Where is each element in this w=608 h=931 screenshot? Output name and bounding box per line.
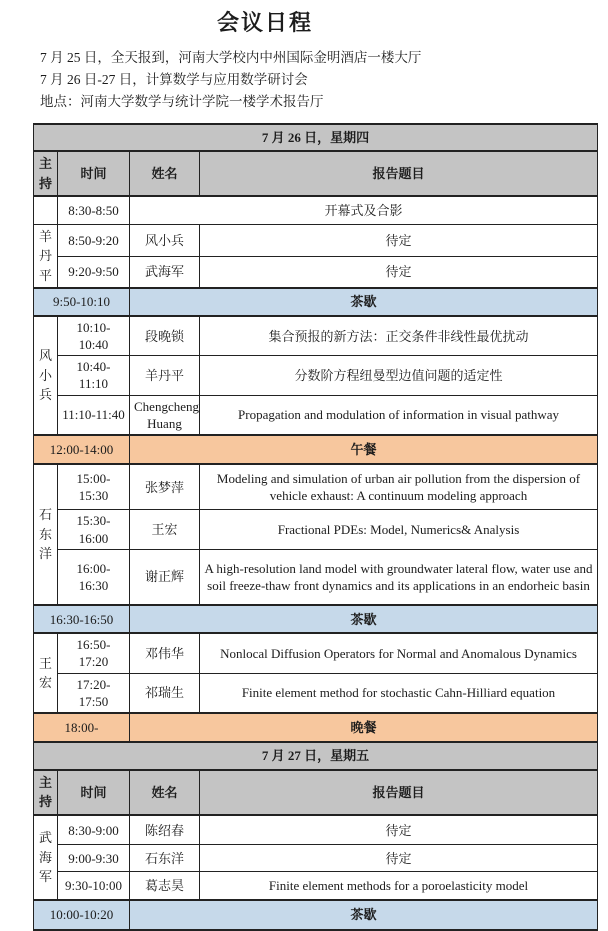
name-cell: 祁瑞生: [130, 673, 200, 713]
host-cell: [34, 464, 58, 605]
intro-line: 7 月 26 日-27 日，计算数学与应用数学研讨会: [40, 72, 308, 87]
name-cell: 武海军: [130, 257, 200, 288]
name-cell: 谢正辉: [130, 549, 200, 605]
meal-time: 18:00-: [34, 713, 130, 742]
name-cell: 羊丹平: [130, 356, 200, 395]
day2-date-header: 7 月 27 日，星期五: [34, 742, 598, 770]
time-cell: 15:30-16:00: [58, 510, 130, 549]
document-header: [0, 0, 530, 37]
time-cell: 11:10-11:40: [58, 395, 130, 435]
title-cell: Finite element methods for a poroelasticity model: [200, 872, 598, 900]
time-cell: 8:30-8:50: [58, 196, 130, 224]
event-cell: 开幕式及合影: [130, 196, 598, 224]
name-cell: 风小兵: [130, 224, 200, 257]
title-cell: Finite element method for stochastic Cahn-Hilliard equation: [200, 673, 598, 713]
host-cell: [34, 633, 58, 713]
intro-line: 地点：河南大学数学与统计学院一楼学术报告厅: [40, 94, 324, 109]
title-cell: Propagation and modulation of information in visual pathway: [200, 395, 598, 435]
col-header-title: 报告题目: [200, 151, 598, 196]
talk-row: [34, 633, 598, 673]
break-time: 16:30-16:50: [34, 605, 130, 633]
schedule-table: [33, 123, 598, 931]
talk-row: [34, 673, 598, 713]
time-cell: 17:20-17:50: [58, 673, 130, 713]
time-cell: 8:30-9:00: [58, 815, 130, 845]
talk-row: [34, 395, 598, 435]
time-cell: 15:00-15:30: [58, 464, 130, 510]
day2-header-row: [34, 742, 598, 770]
talk-row: [34, 224, 598, 257]
time-cell: 9:20-9:50: [58, 257, 130, 288]
break-label: 茶歇: [130, 900, 598, 930]
time-cell: 9:00-9:30: [58, 845, 130, 872]
title-cell: A high-resolution land model with groundwater lateral flow, water use and soil freeze-thaw front dynamics and its applications in an endorheic basin: [200, 549, 598, 605]
name-cell: 葛志昊: [130, 872, 200, 900]
col-header-name: 姓名: [130, 770, 200, 815]
title-cell: Nonlocal Diffusion Operators for Normal and Anomalous Dynamics: [200, 633, 598, 673]
name-cell: 张梦萍: [130, 464, 200, 510]
title-cell: 集合预报的新方法：正交条件非线性最优扰动: [200, 316, 598, 356]
intro-line: 7 月 25 日，全天报到，河南大学校内中州国际金明酒店一楼大厅: [40, 50, 422, 65]
time-cell: 16:00-16:30: [58, 549, 130, 605]
day1-date-header: 7 月 26 日，星期四: [34, 124, 598, 151]
title-cell: 待定: [200, 224, 598, 257]
lunch-row: [34, 435, 598, 464]
name-cell: 石东洋: [130, 845, 200, 872]
title-cell: Modeling and simulation of urban air pollution from the dispersion of vehicle exhaust: A continuum modeling approach: [200, 464, 598, 510]
host-cell: [34, 224, 58, 288]
opening-row: [34, 196, 598, 224]
col-header-name: 姓名: [130, 151, 200, 196]
host-cell: [34, 815, 58, 900]
col-header-host: [34, 770, 58, 815]
tea-break-row: [34, 900, 598, 930]
day1-header-row: [34, 124, 598, 151]
time-cell: 10:10-10:40: [58, 316, 130, 356]
talk-row: [34, 316, 598, 356]
time-cell: 9:30-10:00: [58, 872, 130, 900]
host-cell-empty: [34, 196, 58, 224]
page-title: 会议日程: [216, 10, 313, 35]
name-cell: 段晚锁: [130, 316, 200, 356]
break-label: 茶歇: [130, 288, 598, 316]
col-header-host-label: 主持: [38, 156, 52, 191]
title-cell: Fractional PDEs: Model, Numerics& Analysis: [200, 510, 598, 549]
intro-block: [40, 47, 600, 113]
talk-row: [34, 257, 598, 288]
host-cell: [34, 316, 58, 435]
meal-label: 午餐: [130, 435, 598, 464]
talk-row: [34, 464, 598, 510]
talk-row: [34, 356, 598, 395]
talk-row: [34, 872, 598, 900]
host-name: 羊丹平: [38, 228, 52, 283]
host-name: 王宏: [38, 655, 52, 691]
col-header-time: 时间: [58, 770, 130, 815]
dinner-row: [34, 713, 598, 742]
break-time: 10:00-10:20: [34, 900, 130, 930]
host-name: 风小兵: [38, 348, 52, 403]
name-cell: 邓伟华: [130, 633, 200, 673]
meal-time: 12:00-14:00: [34, 435, 130, 464]
title-cell: 待定: [200, 257, 598, 288]
talk-row: [34, 549, 598, 605]
col-header-title: 报告题目: [200, 770, 598, 815]
name-cell: 陈绍春: [130, 815, 200, 845]
col-header-host: [34, 151, 58, 196]
time-cell: 10:40-11:10: [58, 356, 130, 395]
talk-row: [34, 815, 598, 845]
time-cell: 8:50-9:20: [58, 224, 130, 257]
col-header-time: 时间: [58, 151, 130, 196]
tea-break-row: [34, 288, 598, 316]
name-cell: Chengcheng Huang: [130, 395, 200, 435]
break-label: 茶歇: [130, 605, 598, 633]
title-cell: 待定: [200, 845, 598, 872]
break-time: 9:50-10:10: [34, 288, 130, 316]
host-name: 武海军: [38, 830, 52, 885]
column-header-row: [34, 151, 598, 196]
tea-break-row: [34, 605, 598, 633]
col-header-host-label: 主持: [38, 774, 52, 810]
meal-label: 晚餐: [130, 713, 598, 742]
name-cell: 王宏: [130, 510, 200, 549]
title-cell: 待定: [200, 815, 598, 845]
title-cell: 分数阶方程纽曼型边值问题的适定性: [200, 356, 598, 395]
time-cell: 16:50-17:20: [58, 633, 130, 673]
talk-row: [34, 845, 598, 872]
column-header-row: [34, 770, 598, 815]
host-name: 石东洋: [38, 507, 52, 562]
talk-row: [34, 510, 598, 549]
